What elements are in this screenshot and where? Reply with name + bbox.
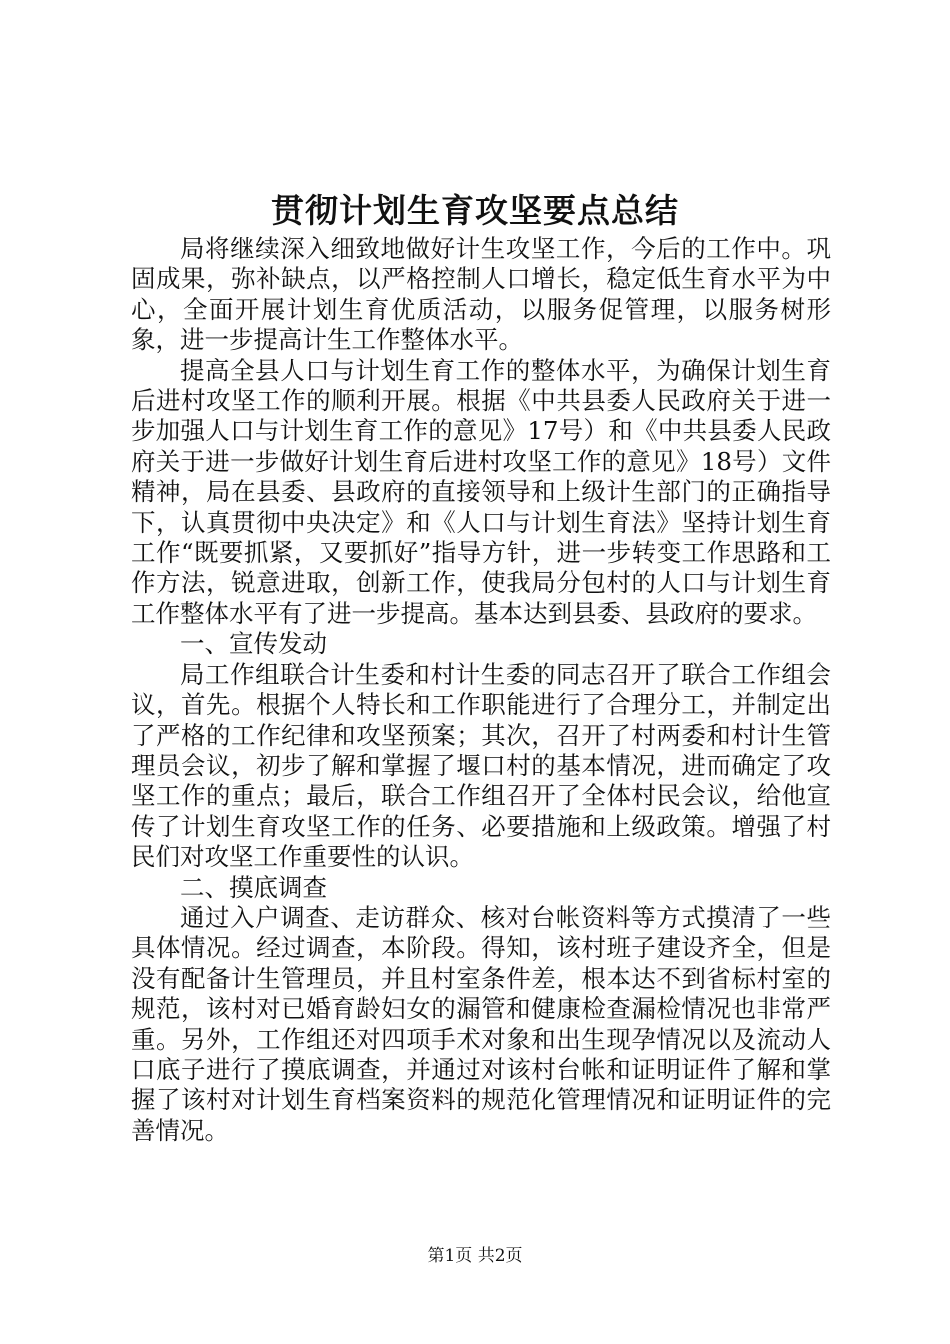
section-heading-survey: 二、摸底调查 (180, 872, 327, 902)
paragraph-publicity: 局工作组联合计生委和村计生委的同志召开了联合工作组会议，首先。根据个人特长和工作职能进行了合理分工，并制定出了严格的工作纪律和攻坚预案；其次，召开了村两委和村计生管理员会议，初步了解和掌握了堰口村的基本情况，进而确定了攻坚工作的重点；最后，联合工作组召开了全体村民会议，给他宣传了计划生育攻坚工作的任务、必要措施和上级政策。增强了村民们对攻坚工作重要性的认识。 (131, 659, 831, 872)
document-title: 贯彻计划生育攻坚要点总结 (271, 191, 679, 230)
section-heading-publicity: 一、宣传发动 (180, 629, 327, 659)
paragraph-survey: 通过入户调查、走访群众、核对台帐资料等方式摸清了一些具体情况。经过调查，本阶段。得知，该村班子建设齐全，但是没有配备计生管理员，并且村室条件差，根本达不到省标村室的规范，该村对已婚育龄妇女的漏管和健康检查漏检情况也非常严重。另外，工作组还对四项手术对象和出生现孕情况以及流动人口底子进行了摸底调查，并通过对该村台帐和证明证件了解和掌握了该村对计划生育档案资料的规范化管理情况和证明证件的完善情况。 (131, 902, 831, 1145)
page-number-footer: 第1页 共2页 (427, 1246, 523, 1266)
paragraph-overview: 提高全县人口与计划生育工作的整体水平，为确保计划生育后进村攻坚工作的顺利开展。根据《中共县委人民政府关于进一步加强人口与计划生育工作的意见》17号）和《中共县委人民政府关于进一步做好计划生育后进村攻坚工作的意见》18号）文件精神，局在县委、县政府的直接领导和上级计生部门的正确指导下，认真贯彻中央决定》和《人口与计划生育法》坚持计划生育工作“既要抓紧，又要抓好”指导方针，进一步转变工作思路和工作方法，锐意进取，创新工作，使我局分包村的人口与计划生育工作整体水平有了进一步提高。基本达到县委、县政府的要求。 (131, 355, 831, 628)
document-body (131, 234, 831, 1146)
paragraph-intro: 局将继续深入细致地做好计生攻坚工作，今后的工作中。巩固成果，弥补缺点，以严格控制人口增长，稳定低生育水平为中心，全面开展计划生育优质活动，以服务促管理，以服务树形象，进一步提高计生工作整体水平。 (131, 234, 831, 355)
